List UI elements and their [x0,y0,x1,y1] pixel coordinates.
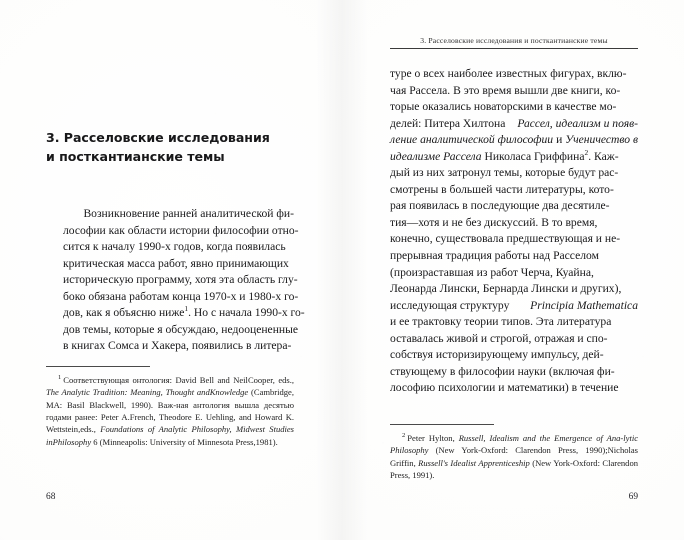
body-line: прерывная традиция работы над Расселом [390,249,599,263]
body-line: Леонарда Лински, Бернарда Лински и других), [390,282,622,296]
body-line: (произраставшая из работ Черча, Куайна, [390,265,594,279]
body-paragraph [46,206,305,355]
body-line: туре о всех наиболее известных фигурах, вклю- [390,67,627,80]
left-page-body [46,206,305,355]
body-line: Возникновение ранней аналитической фи- [83,207,294,220]
body-paragraph [390,66,638,397]
chapter-title [46,128,286,166]
body-line: тия—хотя и не без дискуссий. В то время, [390,215,598,229]
body-line: делей: Питера Хилтона Рассел, идеализм и появ- [390,116,638,130]
body-line: смотрены в большей части литературы, кото- [390,182,614,196]
left-page-footnote: $^1$ Соответствующая онтология: David Bell and NeilCooper, eds., The Analytic Tradition: Meaning, Thought andKnowledge (Cambridge, MA: Basil Blackwell, 1990). Важ-ная антология вышла десятью годами ранее: Peter A.French, Theodore E. Uehling, and Howard K. Wettstein,eds., Foundations of Analytic Philosophy, Midwest Studies inPhilosophy 6 (Minneapolis: University of Minnesota Press,1981). [46,374,295,447]
body-line: конечно, существовала предшествующая и не- [390,232,621,246]
page-number-right: 69 [628,492,638,502]
body-line: идеализме Рассела Николаса Гриффина$^2$. Каж- [390,147,619,163]
body-line: исследующая структуру Principia Mathematica [390,298,638,312]
right-page-footnote: $^2$ Peter Hylton, Russell, Idealism and the Emergence of Ana-lytic Philosophy (New York-Oxford: Clarendon Press, 1990);Nicholas Griffin, Russell's Idealist Apprenticeship (New York-Oxford: Clarendon Press, 1991). [390,432,638,481]
footnote-marker: 1 [58,374,62,382]
body-line: рая появилась в последующие два десятиле- [390,199,610,213]
footnote-marker: 2 [402,432,406,440]
body-line: оставалась живой и строгой, отражая и спо- [390,331,608,345]
right-page-body [390,66,638,397]
body-line: дов темы, которые я обсуждаю, недооцененные [63,322,299,336]
footnote-separator-rule [46,366,150,367]
footnote-separator-rule [390,424,494,425]
body-line: чая Рассела. В это время вышли две книги, ко- [390,83,621,97]
left-page-text-column [46,0,305,540]
body-line: историческую программу, хотя эта область глу- [63,273,298,287]
body-line: ление аналитической философии и Ученичество в [390,133,638,147]
body-line: в книгах Сомса и Хакера, появились в литера- [63,339,292,353]
body-line: лософии как области истории философии отно- [63,223,299,237]
chapter-title-line-2: и посткантианские темы [46,149,225,164]
running-head-rule [390,48,638,49]
body-line: ствующему в философии науки (включая фи- [390,364,615,378]
body-line: и ее трактовку теории типов. Эта литература [390,315,612,329]
body-line: дый из них затронул темы, которые будут рас- [390,166,619,180]
body-line: дов, как я объясню ниже$^1$. Но с начала 1990-х го- [63,304,305,320]
right-page [342,0,684,540]
body-line: боко обязана работам конца 1970-х и 1980-х го- [63,289,299,303]
body-line: сится к началу 1990-х годов, когда появилась [63,240,286,254]
chapter-title-line-1: 3. Расселовские исследования [46,130,270,145]
page-number-left: 68 [46,492,56,502]
body-line: торые оказались новаторскими в качестве мо- [390,100,617,114]
footnote-reference-1: 1 [184,304,189,314]
running-head: 3. Расселовские исследования и посткантианские темы [420,36,608,45]
right-page-text-column [390,0,638,540]
footnote-reference-2: 2 [584,147,589,157]
body-line: лософию психологии и математики) в течение [390,381,619,395]
body-line: собствуя историзирующему импульсу, дей- [390,348,604,362]
body-line: критическая масса работ, явно принимающих [63,256,289,270]
